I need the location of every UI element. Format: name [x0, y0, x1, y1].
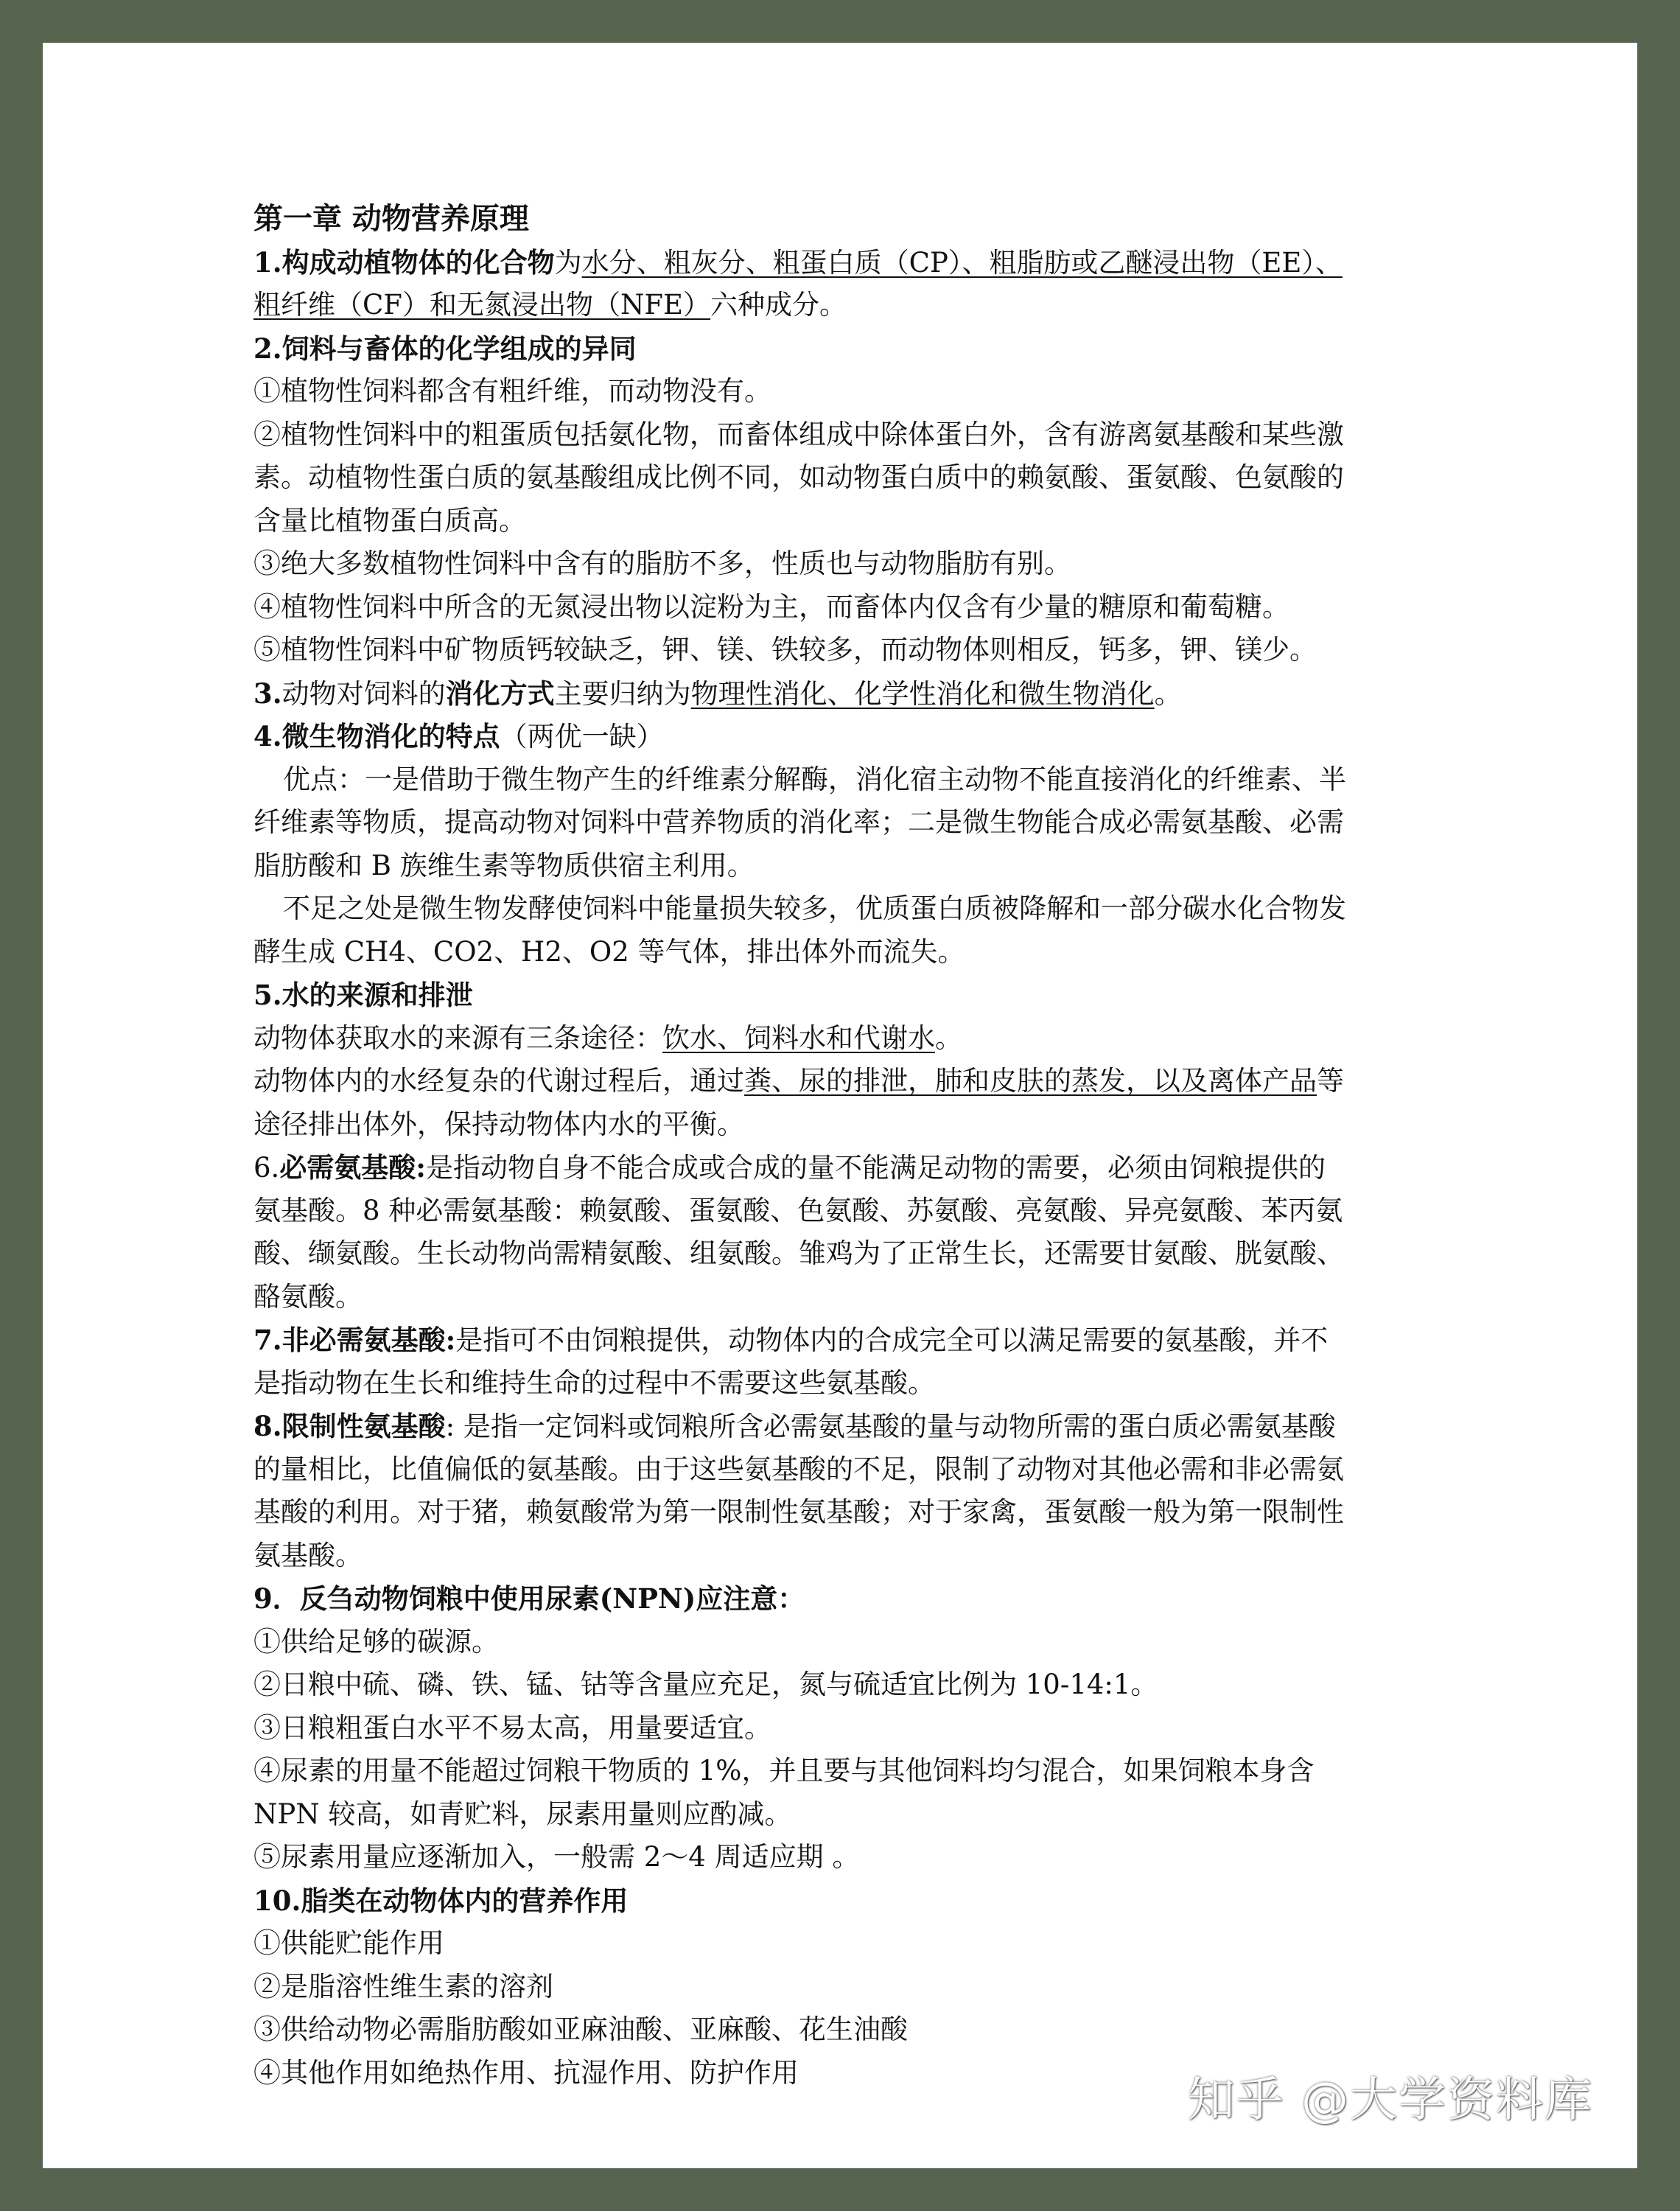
section-9-point-2: ②日粮中硫、磷、铁、锰、钴等含量应充足，氮与硫适宜比例为 10-14:1。: [253, 1669, 1158, 1700]
section-2-point-2: ②植物性饲料中的粗蛋质包括氨化物，而畜体组成中除体蛋白外，含有游离氨基酸和某些激: [253, 418, 1344, 450]
section-5-line-2: 动物体内的水经复杂的代谢过程后，通过粪、尿的排泄，肺和皮肤的蒸发，以及离体产品等: [253, 1065, 1344, 1097]
zhihu-watermark: 知乎 @大学资料库: [1187, 2073, 1593, 2128]
section-6-term: 必需氨基酸:: [279, 1151, 426, 1184]
section-8-line-1: 8.限制性氨基酸: 是指一定饲料或饲粮所含必需氨基酸的量与动物所需的蛋白质必需氨基酸: [253, 1410, 1336, 1442]
section-2-point-3: ③绝大多数植物性饲料中含有的脂肪不多，性质也与动物脂肪有别。: [253, 548, 1071, 579]
section-4-drawbacks: 酵生成 CH4、CO2、H2、O2 等气体，排出体外而流失。: [253, 935, 965, 968]
section-9-point-1: ①供给足够的碳源。: [253, 1625, 499, 1658]
section-7-line-1: 7.非必需氨基酸:是指可不由饲粮提供，动物体内的合成完全可以满足需要的氨基酸，并不: [253, 1324, 1329, 1356]
section-5-line-1: 动物体获取水的来源有三条途径：饮水、饲料水和代谢水。: [253, 1021, 962, 1054]
section-6-line-4: 酪氨酸。: [253, 1280, 363, 1313]
section-7-term: 7.非必需氨基酸:: [253, 1324, 456, 1356]
section-10-point-2: ②是脂溶性维生素的溶剂: [253, 1970, 553, 2002]
section-1-term: 1.构成动植物体的化合物: [253, 245, 555, 279]
section-10-point-4: ④其他作用如绝热作用、抗湿作用、防护作用: [253, 2056, 799, 2089]
section-9-point-4: ④尿素的用量不能超过饲粮干物质的 1%，并且要与其他饲料均匀混合，如果饲粮本身含: [253, 1755, 1315, 1786]
section-10-point-1: ①供能贮能作用: [253, 1927, 444, 1959]
section-8-line-2: 的量相比，比值偏低的氨基酸。由于这些氨基酸的不足，限制了动物对其他必需和非必需氨: [253, 1453, 1344, 1485]
section-4-advantages: 脂肪酸和 B 族维生素等物质供宿主利用。: [253, 849, 755, 881]
section-4-advantages: 纤维素等物质，提高动物对饲料中营养物质的消化率；二是微生物能合成必需氨基酸、必需: [253, 806, 1344, 838]
chapter-title: 第一章 动物营养原理: [253, 201, 529, 236]
section-9-heading: 9．反刍动物饲粮中使用尿素(NPN)应注意：: [253, 1582, 805, 1615]
section-3-term: 消化方式: [445, 677, 555, 710]
section-6-line-3: 酸、缬氨酸。生长动物尚需精氨酸、组氨酸。雏鸡为了正常生长，还需要甘氨酸、胱氨酸、: [253, 1237, 1344, 1269]
section-9-point-5: ⑤尿素用量应逐渐加入，一般需 2～4 周适应期 。: [253, 1841, 860, 1873]
section-9-point-4: NPN 较高，如青贮料，尿素用量则应酌减。: [253, 1798, 792, 1830]
section-1-list-a: 水分、粗灰分、粗蛋白质（CP）、粗脂肪或乙醚浸出物（EE）、: [581, 246, 1343, 279]
section-3-line: 3.动物对饲料的消化方式主要归纳为物理性消化、化学性消化和微生物消化。: [253, 677, 1182, 710]
document-body: [253, 198, 1462, 2095]
section-1-line-2: 粗纤维（CF）和无氮浸出物（NFE）六种成分。: [253, 289, 847, 321]
section-8-term: 8.限制性氨基酸: [253, 1410, 446, 1442]
section-2-point-2: 含量比植物蛋白质高。: [253, 504, 526, 537]
section-10-heading: 10.脂类在动物体内的营养作用: [253, 1884, 629, 1917]
section-8-line-3: 基酸的利用。对于猪，赖氨酸常为第一限制性氨基酸；对于家禽，蛋氨酸一般为第一限制性: [253, 1496, 1344, 1528]
section-8-line-4: 氨基酸。: [253, 1539, 363, 1571]
section-5-line-3: 途径排出体外，保持动物体内水的平衡。: [253, 1108, 744, 1140]
section-5-heading: 5.水的来源和排泄: [253, 979, 473, 1011]
section-4-heading: 4.微生物消化的特点（两优一缺）: [253, 720, 664, 752]
section-2-point-1: ①植物性饲料都含有粗纤维，而动物没有。: [253, 375, 771, 407]
section-7-line-2: 是指动物在生长和维持生命的过程中不需要这些氨基酸。: [253, 1366, 935, 1399]
section-1-line-1: 1.构成动植物体的化合物为水分、粗灰分、粗蛋白质（CP）、粗脂肪或乙醚浸出物（EE）、: [253, 245, 1343, 279]
document-page: [43, 43, 1637, 2168]
section-6-line-2: 氨基酸。8 种必需氨基酸：赖氨酸、蛋氨酸、色氨酸、苏氨酸、亮氨酸、异亮氨酸、苯丙氨: [253, 1194, 1343, 1226]
section-2-heading: 2.饲料与畜体的化学组成的异同: [253, 332, 637, 365]
section-1-list-b: 粗纤维（CF）和无氮浸出物（NFE）: [253, 289, 711, 321]
section-2-point-2: 素。动植物性蛋白质的氨基酸组成比例不同，如动物蛋白质中的赖氨酸、蛋氨酸、色氨酸的: [253, 461, 1344, 493]
section-6-line-1: 6.必需氨基酸:是指动物自身不能合成或合成的量不能满足动物的需要，必须由饲粮提供的: [253, 1151, 1326, 1184]
section-10-point-3: ③供给动物必需脂肪酸如亚麻油酸、亚麻酸、花生油酸: [253, 2013, 908, 2045]
section-2-point-4: ④植物性饲料中所含的无氮浸出物以淀粉为主，而畜体内仅含有少量的糖原和葡萄糖。: [253, 590, 1289, 623]
section-4-drawbacks: 不足之处是微生物发酵使饲料中能量损失较多，优质蛋白质被降解和一部分碳水化合物发: [283, 893, 1346, 924]
section-2-point-5: ⑤植物性饲料中矿物质钙较缺乏，钾、镁、铁较多，而动物体则相反，钙多，钾、镁少。: [253, 634, 1317, 666]
section-9-point-3: ③日粮粗蛋白水平不易太高，用量要适宜。: [253, 1711, 771, 1744]
section-4-advantages: 优点：一是借助于微生物产生的纤维素分解酶，消化宿主动物不能直接消化的纤维素、半: [283, 763, 1346, 795]
